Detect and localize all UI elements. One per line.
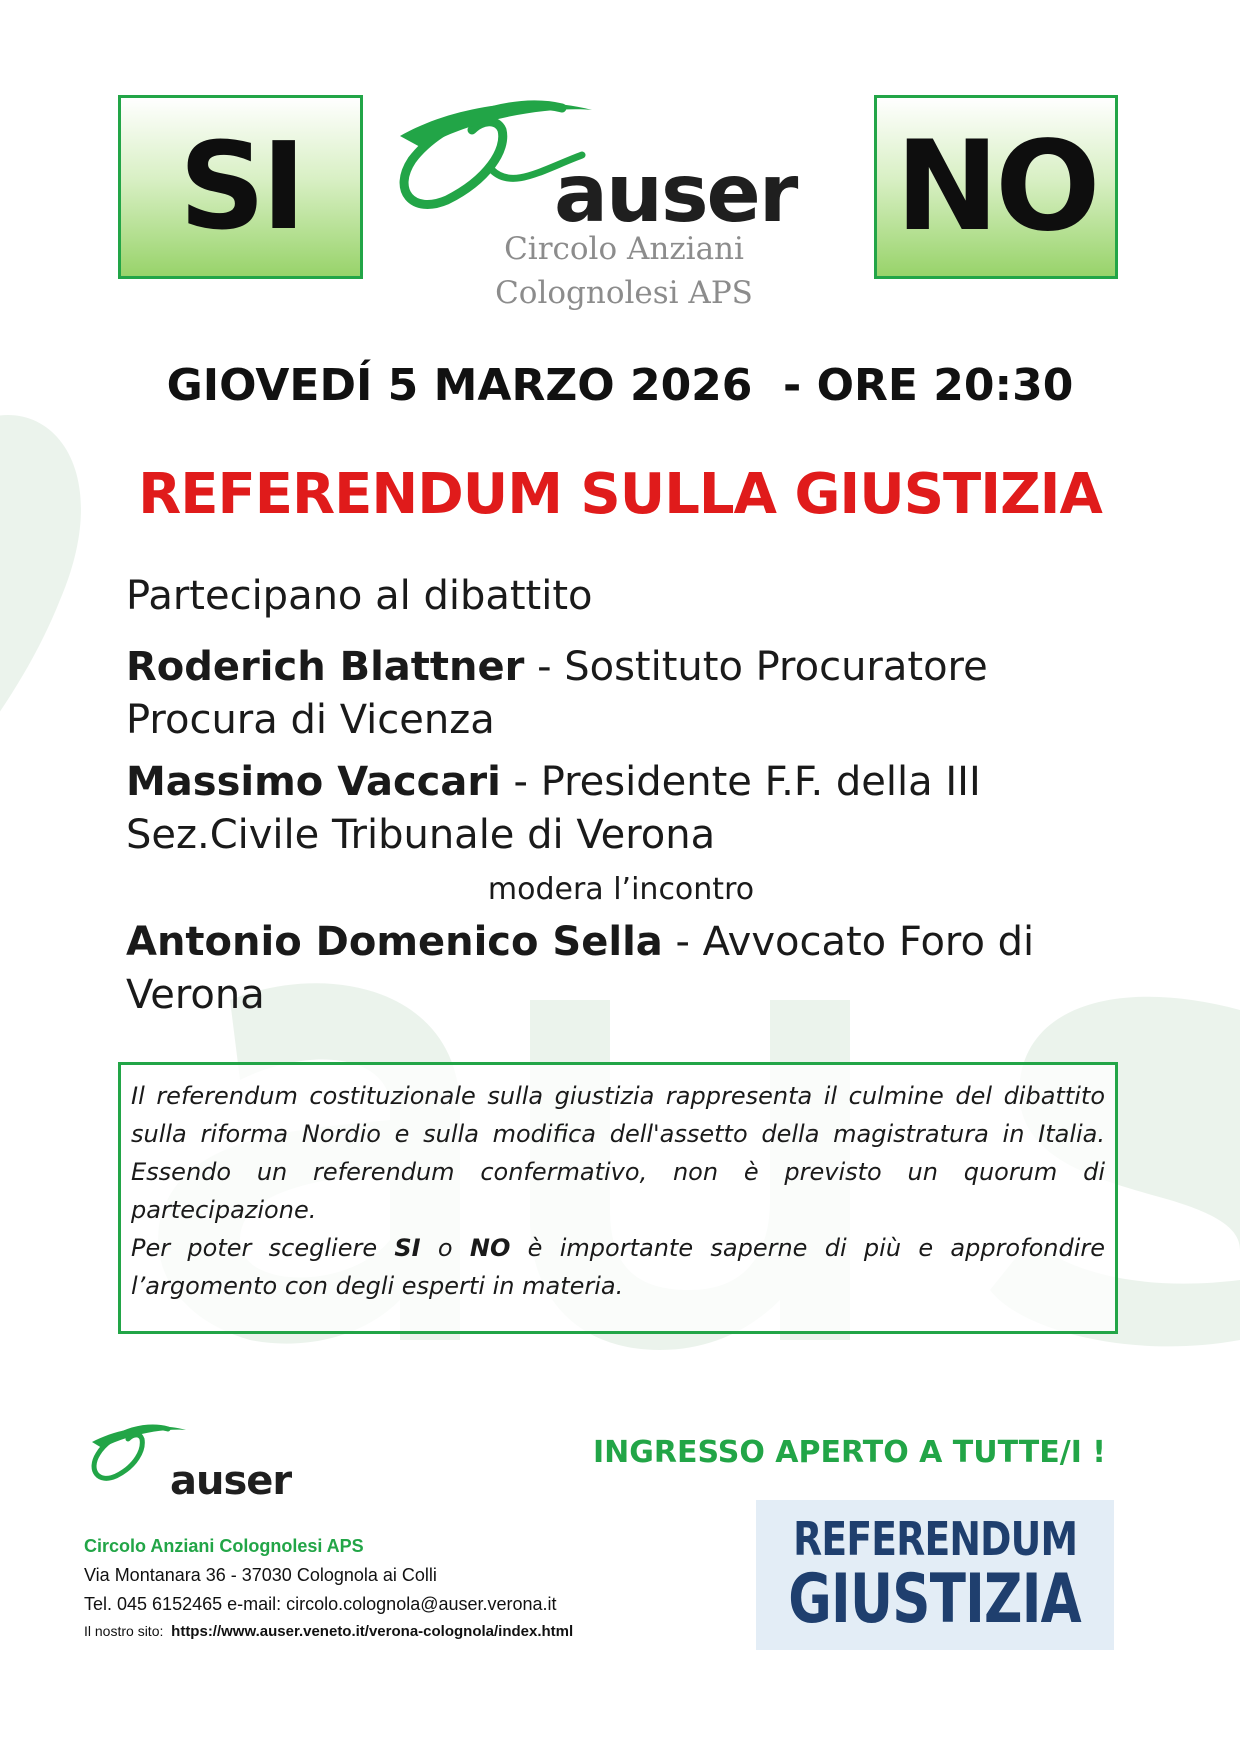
auser-brand-text: auser	[554, 147, 797, 240]
speakers-intro: Partecipano al dibattito	[126, 573, 593, 619]
event-title: REFERENDUM SULLA GIUSTIZIA	[138, 462, 1102, 527]
auser-logo	[392, 100, 812, 320]
vote-no-box	[874, 95, 1118, 279]
vote-no-label: NO	[895, 115, 1097, 259]
site-label: Il nostro sito:	[84, 1623, 164, 1639]
speaker-2-role: - Presidente F.F. della III Sez.Civile Tribunale di Verona	[126, 759, 981, 859]
info-p2-before: Per poter scegliere	[131, 1234, 395, 1262]
contacts	[84, 1536, 704, 1640]
site-link[interactable]: https://www.auser.veneto.it/verona-colognola/index.html	[171, 1623, 574, 1640]
speaker-2-name: Massimo Vaccari	[126, 759, 501, 806]
info-p2-middle: o	[420, 1234, 470, 1262]
auser-logo-small	[88, 1424, 348, 1514]
info-p2-after: è importante saperne di più e approfondire l’argomento con degli esperti in materia.	[131, 1234, 1105, 1300]
referendum-badge	[756, 1500, 1114, 1650]
logo-subtitle-2: Colognolesi APS	[495, 275, 753, 311]
moderator-label: modera l’incontro	[487, 871, 755, 907]
speaker-2	[126, 756, 1126, 862]
speaker-1	[126, 641, 1126, 747]
contact-site	[84, 1623, 704, 1640]
logo-subtitle-1: Circolo Anziani	[504, 231, 744, 267]
auser-brand-small-text: auser	[170, 1458, 292, 1504]
vote-yes-box	[118, 95, 363, 279]
info-paragraph-1: Il referendum costituzionale sulla giustizia rappresenta il culmine del dibattito sulla riforma Nordio e sulla modifica dell'assetto della magistratura in Italia. Essendo un referendum confermativo, non è previsto un quorum di partecipazione.	[131, 1082, 1105, 1224]
info-box	[118, 1062, 1118, 1334]
speaker-1-name: Roderich Blattner	[126, 643, 525, 690]
speakers-section	[126, 570, 1126, 1032]
event-date-time: GIOVEDÍ 5 MARZO 2026 - ORE 20:30	[166, 360, 1074, 411]
contact-phone-email: Tel. 045 6152465 e-mail: circolo.colognola@auser.verona.it	[84, 1594, 557, 1614]
info-p2-no: NO	[469, 1234, 511, 1262]
info-p2-si: SI	[394, 1234, 421, 1262]
contact-org: Circolo Anziani Colognolesi APS	[84, 1536, 364, 1556]
badge-line-2: GIUSTIZIA	[788, 1560, 1082, 1639]
info-paragraph-2	[131, 1229, 1105, 1305]
vote-yes-label: SI	[178, 117, 303, 257]
contact-address: Via Montanara 36 - 37030 Colognola ai Colli	[84, 1565, 437, 1585]
entry-notice: INGRESSO APERTO A TUTTE/I !	[592, 1435, 1106, 1470]
badge-line-1: REFERENDUM	[792, 1512, 1078, 1566]
moderator-role: - Avvocato Foro di Verona	[126, 918, 1035, 1018]
speaker-1-role: - Sostituto Procuratore Procura di Vicenza	[126, 643, 988, 743]
moderator-name: Antonio Domenico Sella	[126, 918, 663, 965]
moderator	[126, 916, 1126, 1022]
